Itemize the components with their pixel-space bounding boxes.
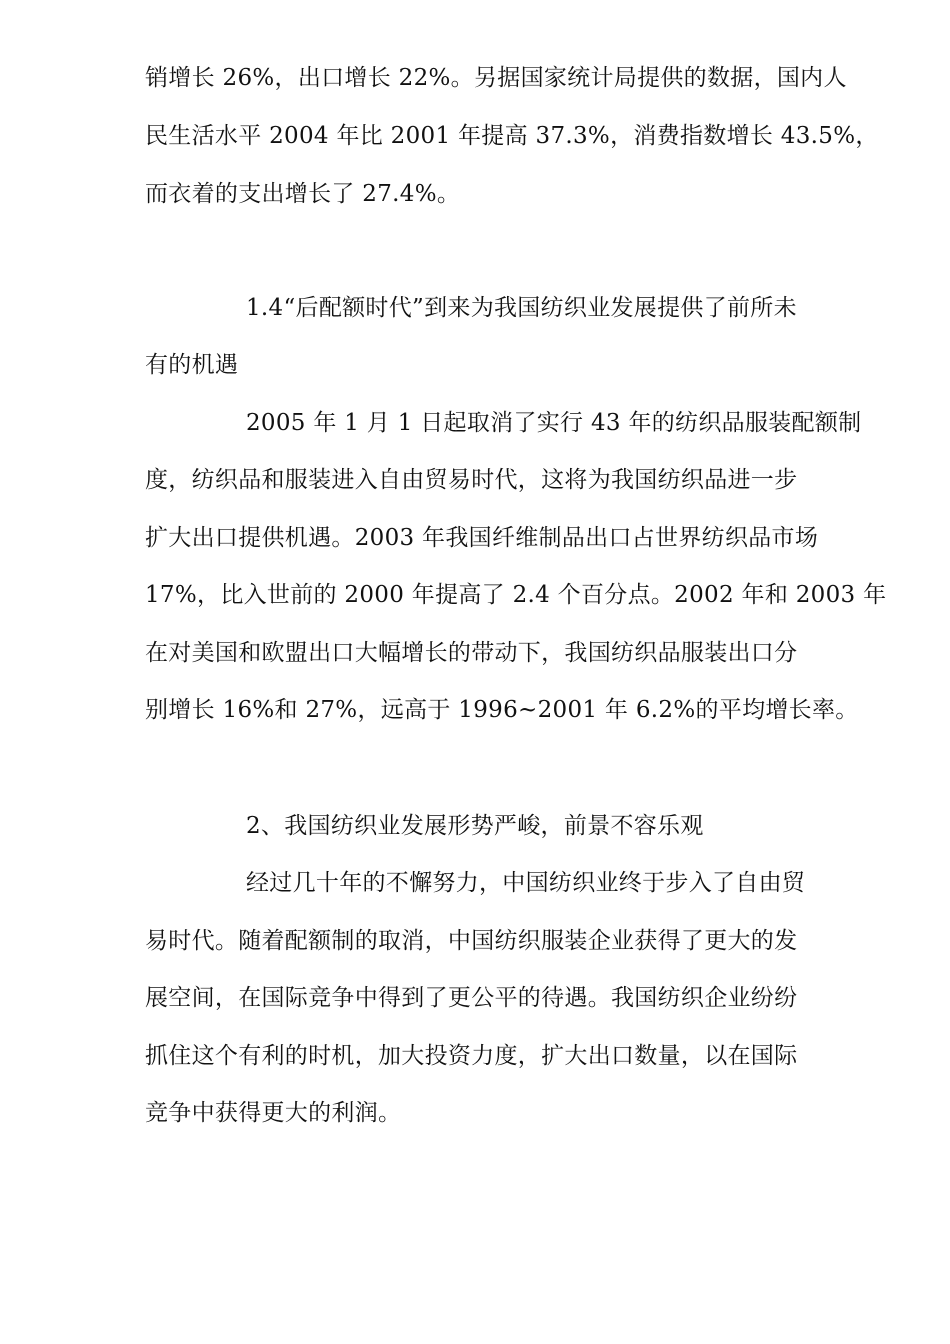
section-heading-line: 有的机遇 [145,352,239,378]
paragraph-line: 扩大出口提供机遇。2003 年我国纤维制品出口占世界纺织品市场 [145,525,819,551]
paragraph-line: 度，纺织品和服装进入自由贸易时代，这将为我国纺织品进一步 [145,467,798,493]
section-heading-line: 2、我国纺织业发展形势严峻，前景不容乐观 [246,813,704,839]
paragraph-line: 2005 年 1 月 1 日起取消了实行 43 年的纺织品服装配额制 [246,410,862,436]
section-heading-line: 1.4“后配额时代”到来为我国纺织业发展提供了前所未 [246,295,797,321]
paragraph-line: 民生活水平 2004 年比 2001 年提高 37.3%，消费指数增长 43.5%， [145,123,879,149]
paragraph-line: 在对美国和欧盟出口大幅增长的带动下，我国纺织品服装出口分 [145,640,798,666]
paragraph-line: 而衣着的支出增长了 27.4%。 [145,181,461,207]
paragraph-line: 易时代。随着配额制的取消，中国纺织服装企业获得了更大的发 [145,928,798,954]
paragraph-line: 别增长 16%和 27%，远高于 1996~2001 年 6.2%的平均增长率。 [145,697,859,723]
paragraph-line: 销增长 26%，出口增长 22%。另据国家统计局提供的数据，国内人 [145,65,847,91]
paragraph-line: 展空间，在国际竞争中得到了更公平的待遇。我国纺织企业纷纷 [145,985,798,1011]
paragraph-line: 竞争中获得更大的利润。 [145,1100,402,1126]
paragraph-line: 经过几十年的不懈努力，中国纺织业终于步入了自由贸 [246,870,806,896]
paragraph-line: 17%，比入世前的 2000 年提高了 2.4 个百分点。2002 年和 2003 年 [145,582,887,608]
paragraph-line: 抓住这个有利的时机，加大投资力度，扩大出口数量，以在国际 [145,1043,798,1069]
